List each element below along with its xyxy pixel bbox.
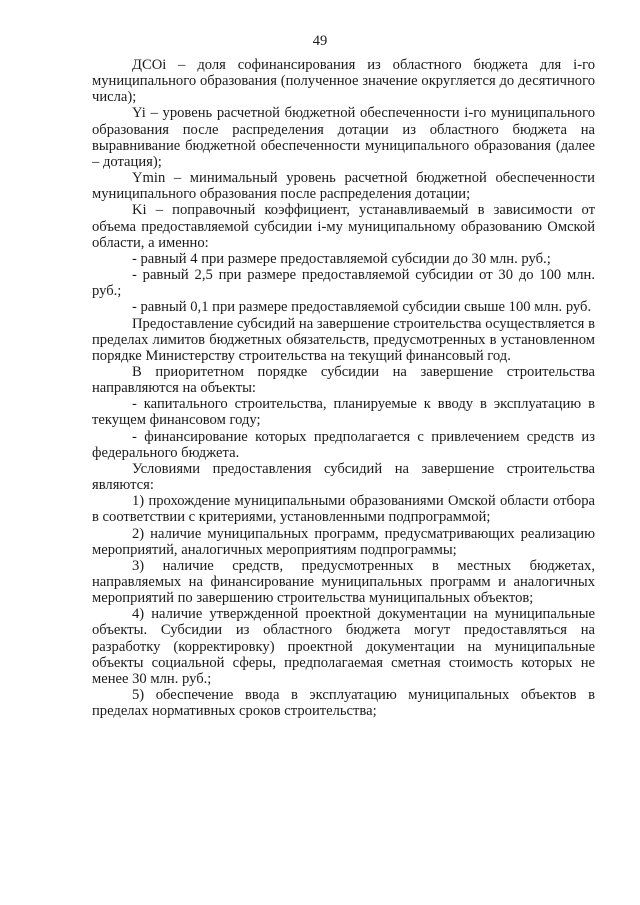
paragraph-subsidy-limits: Предоставление субсидий на завершение строительства осуществляется в пределах лимитов бюджетных обязательств, предусмотренных в установленном порядке Министерству строительства на текущий финансовый год. [92,315,595,364]
condition-item-1: 1) прохождение муниципальными образованиями Омской области отбора в соответствии с критериями, установленными подпрограммой; [92,493,595,526]
paragraph-ymin-definition: Ymin – минимальный уровень расчетной бюджетной обеспеченности муниципального образования после распределения дотации; [92,170,595,203]
paragraph-dsoi-definition: ДСОi – доля софинансирования из областного бюджета для i-го муниципального образования (полученное значение округляется до десятичного числа); [92,57,595,106]
paragraph-conditions-heading: Условиями предоставления субсидий на завершение строительства являются: [92,460,595,494]
list-item-ki-4: - равный 4 при размере предоставляемой субсидии до 30 млн. руб.; [132,250,551,267]
condition-item-3: 3) наличие средств, предусмотренных в местных бюджетах, направляемых на финансирование муниципальных программ и аналогичных мероприятий по завершению строительства муниципальных объектов; [92,557,595,607]
document-body [92,57,595,719]
list-item-ki-2-5: - равный 2,5 при размере предоставляемой субсидии от 30 до 100 млн. руб.; [92,267,595,300]
list-item-priority-federal: - финансирование которых предполагается с привлечением средств из федерального бюджета. [92,428,595,461]
condition-item-4: 4) наличие утвержденной проектной документации на муниципальные объекты. Субсидии из областного бюджета могут предоставляться на разработку (корректировку) проектной документации на муниципальные объекты социальной сферы, предполагаемая сметная стоимость которых не менее 30 млн. руб.; [92,606,595,687]
list-item-priority-capital: - капитального строительства, планируемые к вводу в эксплуатацию в текущем финансовом году; [92,396,595,429]
condition-item-5: 5) обеспечение ввода в эксплуатацию муниципальных объектов в пределах нормативных сроков строительства; [92,687,595,720]
paragraph-yi-definition: Yi – уровень расчетной бюджетной обеспеченности i-го муниципального образования после распределения дотации из областного бюджета на выравнивание бюджетной обеспеченности муниципального образования (далее – дотация); [92,105,595,170]
page-number: 49 [312,33,328,49]
condition-item-2: 2) наличие муниципальных программ, предусматривающих реализацию мероприятий, аналогичных мероприятиям подпрограммы; [92,525,595,558]
paragraph-priority: В приоритетном порядке субсидии на завершение строительства направляются на объекты: [92,363,595,397]
paragraph-ki-definition: Ki – поправочный коэффициент, устанавливаемый в зависимости от объема предоставляемой субсидии i-му муниципальному образованию Омской области, а именно: [92,202,595,251]
list-item-ki-0-1: - равный 0,1 при размере предоставляемой субсидии свыше 100 млн. руб. [132,299,592,316]
